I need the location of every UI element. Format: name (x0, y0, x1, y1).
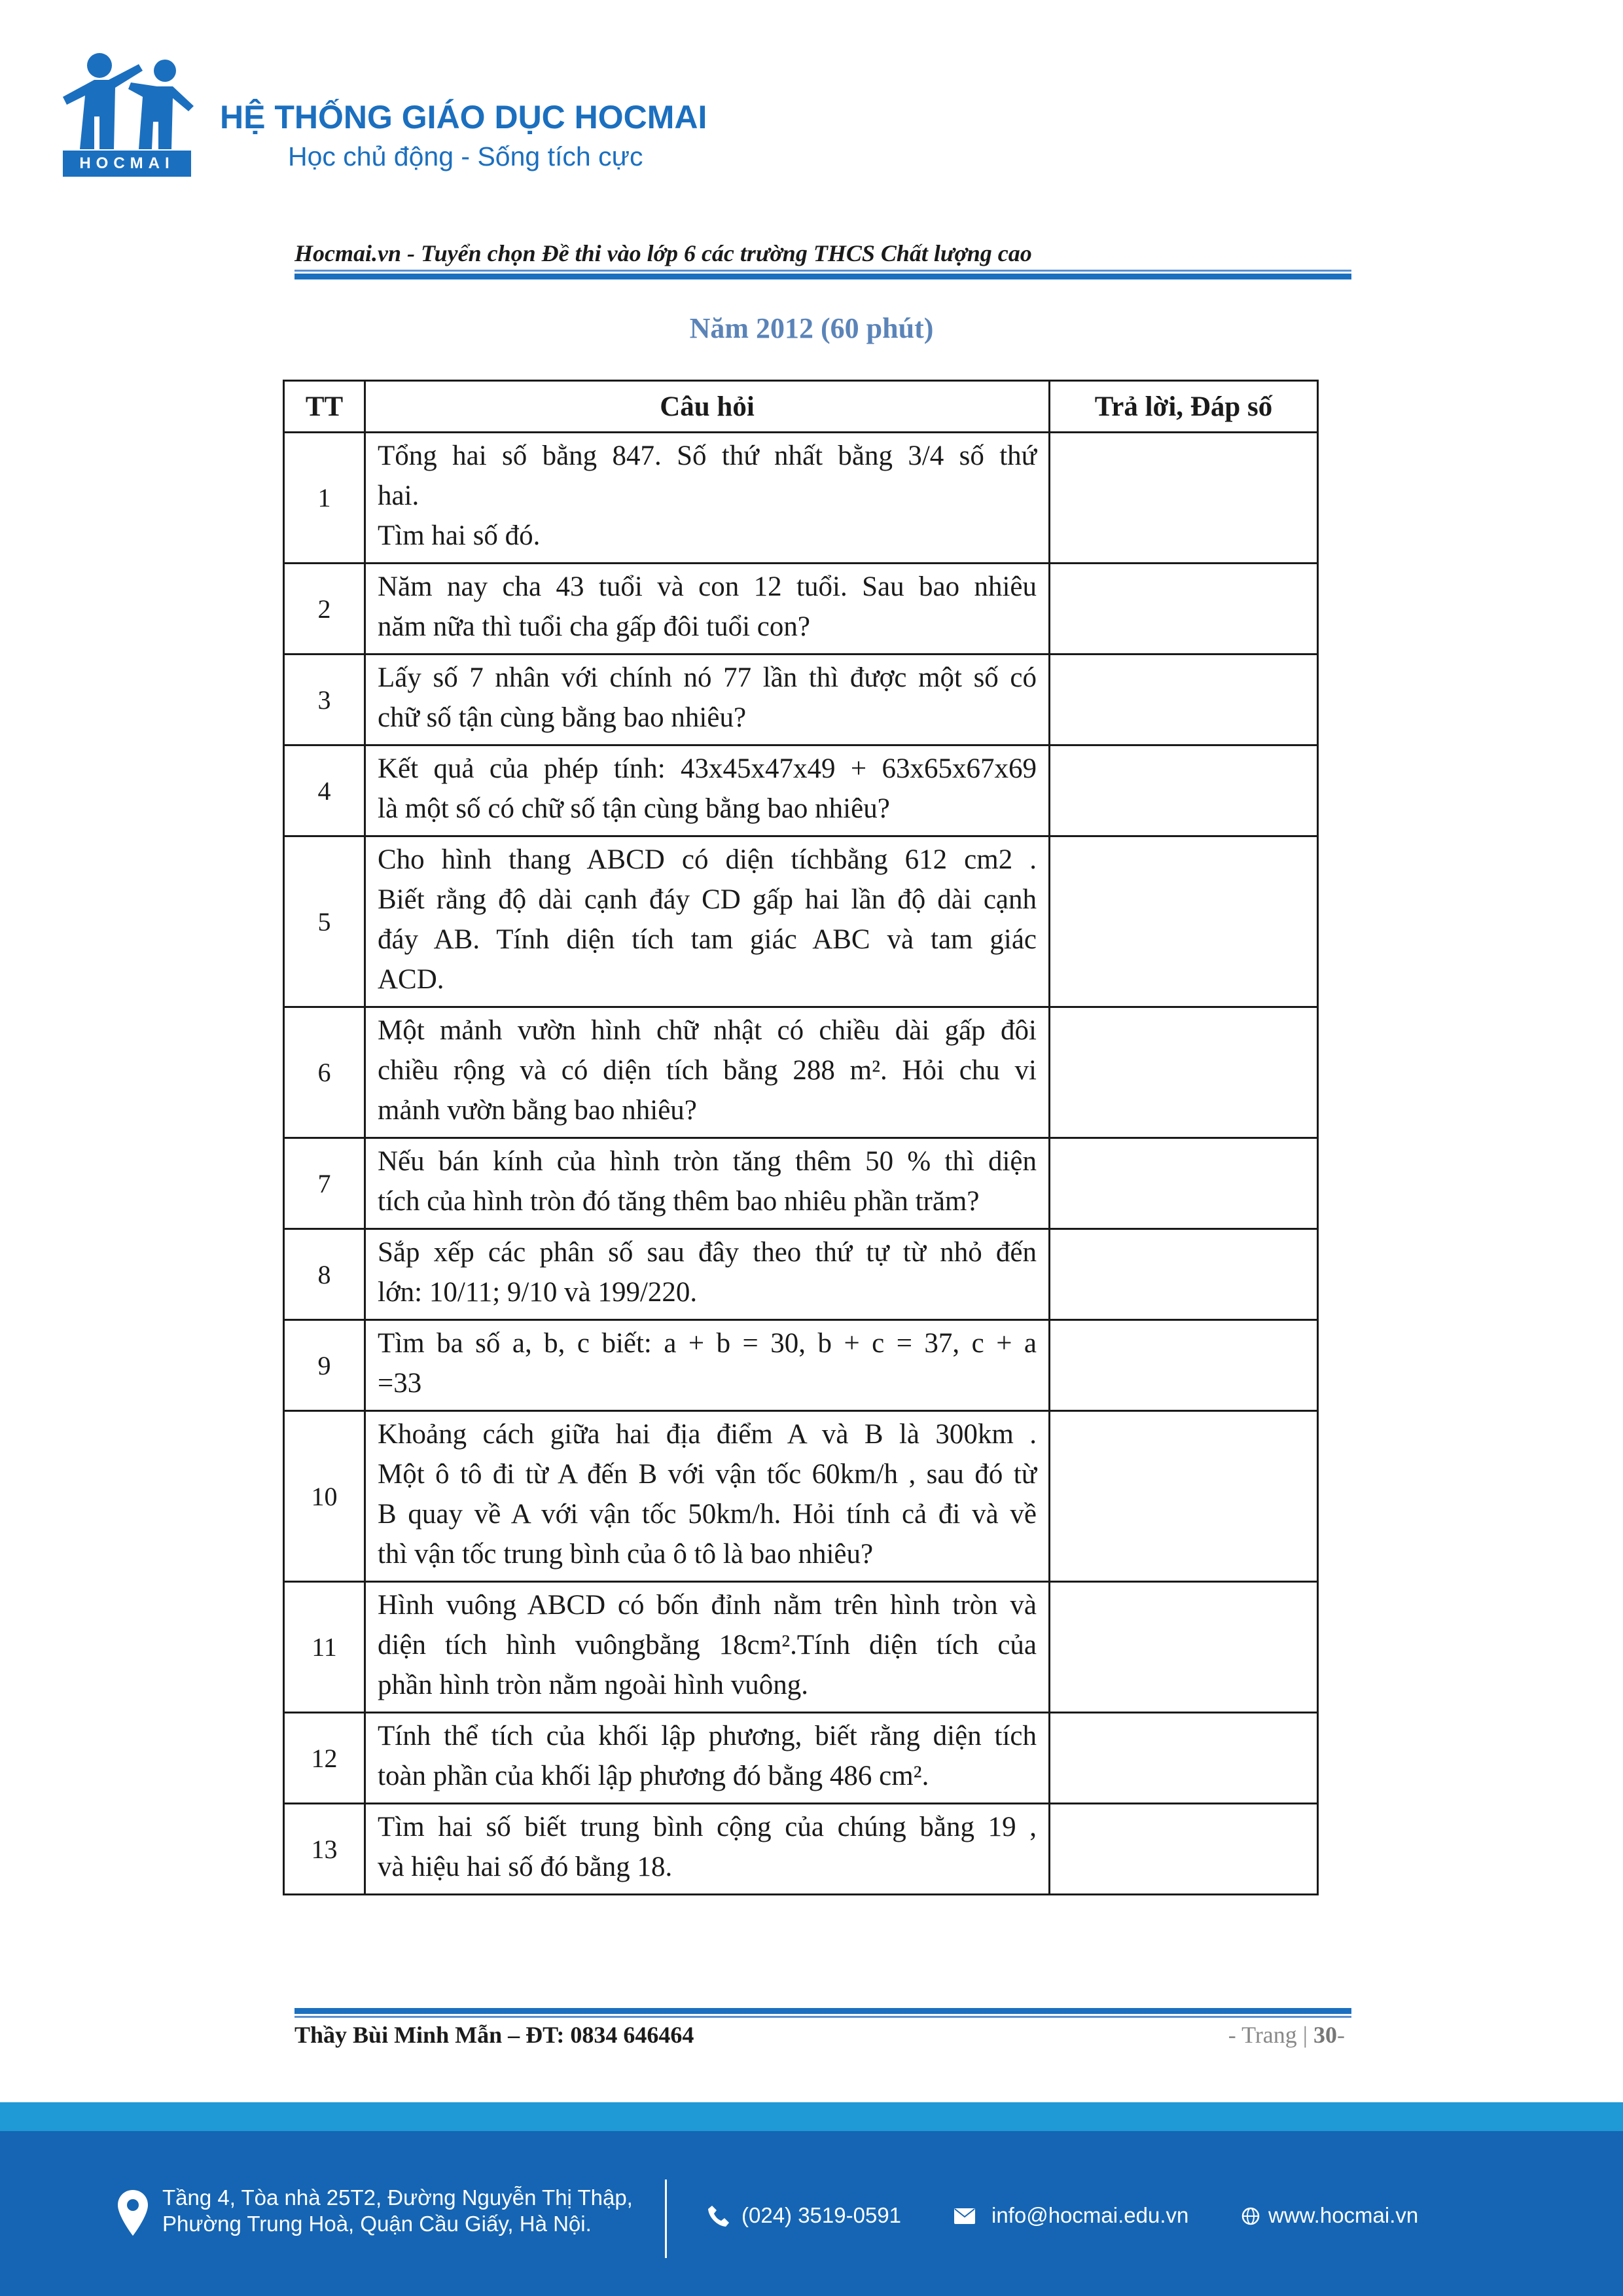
question-line: hai. (378, 480, 419, 511)
answer-cell[interactable] (1050, 1007, 1318, 1138)
answer-cell[interactable] (1050, 433, 1318, 564)
brand-title: HỆ THỐNG GIÁO DỤC HOCMAI (220, 99, 707, 135)
answer-cell[interactable] (1050, 1138, 1318, 1229)
question-line: Nếu bán kính của hình tròn tăng thêm 50 % thì diện (378, 1146, 1037, 1177)
question-text (365, 1229, 1050, 1320)
answer-cell[interactable] (1050, 655, 1318, 745)
question-line: chữ số tận cùng bằng bao nhiêu? (378, 702, 747, 733)
question-text (365, 1007, 1050, 1138)
table-row (284, 1411, 1318, 1582)
table-row (284, 1138, 1318, 1229)
question-number: 3 (284, 655, 365, 745)
table-row (284, 564, 1318, 655)
question-number: 7 (284, 1138, 365, 1229)
question-text (365, 836, 1050, 1007)
table-row (284, 745, 1318, 836)
header-tt: TT (284, 381, 365, 433)
brand-slogan: Học chủ động - Sống tích cực (288, 141, 643, 171)
question-number: 5 (284, 836, 365, 1007)
question-table (283, 380, 1319, 1895)
answer-cell[interactable] (1050, 1229, 1318, 1320)
question-number: 11 (284, 1582, 365, 1713)
logo-wordmark: HOCMAI (63, 151, 191, 177)
table-header-row (284, 381, 1318, 433)
question-text (365, 1582, 1050, 1713)
question-number: 9 (284, 1320, 365, 1411)
question-line: Hình vuông ABCD có bốn đỉnh nằm trên hình tròn và (378, 1590, 1037, 1621)
question-line: ACD. (378, 964, 444, 995)
table-row (284, 655, 1318, 745)
question-line: thì vận tốc trung bình của ô tô là bao nhiêu? (378, 1539, 874, 1570)
question-line: đáy AB. Tính diện tích tam giác ABC và tam giác (378, 924, 1037, 955)
question-text (365, 1804, 1050, 1895)
question-line: B quay về A với vận tốc 50km/h. Hỏi tính cả đi và về (378, 1499, 1037, 1530)
table-row (284, 1804, 1318, 1895)
answer-cell[interactable] (1050, 1320, 1318, 1411)
header-rule-thick (294, 274, 1351, 279)
answer-cell[interactable] (1050, 836, 1318, 1007)
question-line: Tính thể tích của khối lập phương, biết rằng diện tích (378, 1721, 1037, 1751)
question-line: toàn phần của khối lập phương đó bằng 486 cm². (378, 1761, 929, 1791)
header-rule-thin (294, 270, 1351, 272)
answer-cell[interactable] (1050, 745, 1318, 836)
table-row (284, 1320, 1318, 1411)
question-line: tích của hình tròn đó tăng thêm bao nhiêu phần trăm? (378, 1186, 980, 1217)
question-line: Cho hình thang ABCD có diện tíchbằng 612 cm2 . (378, 844, 1037, 875)
question-text (365, 1320, 1050, 1411)
question-text (365, 564, 1050, 655)
question-line: Khoảng cách giữa hai địa điểm A và B là 300km . (378, 1419, 1037, 1450)
question-number: 4 (284, 745, 365, 836)
question-text (365, 1138, 1050, 1229)
location-pin-icon (116, 2189, 149, 2237)
question-line: Tìm hai số biết trung bình cộng của chúng bằng 19 , (378, 1812, 1037, 1842)
address-line-2: Phường Trung Hoà, Quận Cầu Giấy, Hà Nội. (162, 2212, 592, 2236)
question-line: chiều rộng và có diện tích bằng 288 m². Hỏi chu vi (378, 1055, 1037, 1086)
question-line: mảnh vườn bằng bao nhiêu? (378, 1095, 697, 1126)
question-line: Một mảnh vườn hình chữ nhật có chiều dài gấp đôi (378, 1015, 1037, 1046)
page-prefix: - Trang | (1228, 2022, 1313, 2048)
footer-rule-thick (294, 2008, 1351, 2014)
question-text (365, 1713, 1050, 1804)
table-row (284, 1713, 1318, 1804)
question-line: Tìm ba số a, b, c biết: a + b = 30, b + c = 37, c + a (378, 1328, 1037, 1359)
contact-band-top (0, 2102, 1623, 2131)
question-line: Lấy số 7 nhân với chính nó 77 lần thì được một số có (378, 662, 1037, 693)
phone-icon (707, 2204, 730, 2228)
answer-cell[interactable] (1050, 1713, 1318, 1804)
section-title: Năm 2012 (60 phút) (689, 312, 934, 344)
question-number: 10 (284, 1411, 365, 1582)
table-row (284, 1229, 1318, 1320)
question-number: 13 (284, 1804, 365, 1895)
footer-author: Thầy Bùi Minh Mẫn – ĐT: 0834 646464 (294, 2022, 694, 2048)
question-line: Tìm hai số đó. (378, 520, 541, 551)
question-text (365, 655, 1050, 745)
question-number: 1 (284, 433, 365, 564)
question-line: Biết rằng độ dài cạnh đáy CD gấp hai lần độ dài cạnh (378, 884, 1037, 915)
table-row (284, 836, 1318, 1007)
question-line: Kết quả của phép tính: 43x45x47x49 + 63x65x67x69 (378, 753, 1037, 784)
question-line: năm nữa thì tuổi cha gấp đôi tuổi con? (378, 611, 810, 642)
question-number: 2 (284, 564, 365, 655)
question-line: phần hình tròn nằm ngoài hình vuông. (378, 1670, 809, 1700)
question-text (365, 1411, 1050, 1582)
question-line: và hiệu hai số đó bằng 18. (378, 1852, 673, 1882)
question-line: diện tích hình vuôngbằng 18cm².Tính diện tích của (378, 1630, 1037, 1660)
header-question: Câu hỏi (365, 381, 1050, 433)
contact-address (162, 2185, 633, 2237)
question-number: 6 (284, 1007, 365, 1138)
contact-website[interactable]: www.hocmai.vn (1268, 2203, 1419, 2227)
contact-email[interactable]: info@hocmai.edu.vn (991, 2203, 1189, 2227)
question-text (365, 745, 1050, 836)
answer-cell[interactable] (1050, 564, 1318, 655)
question-line: =33 (378, 1368, 422, 1399)
brand-header (60, 51, 846, 182)
page-suffix: - (1337, 2022, 1345, 2048)
address-line-1: Tầng 4, Tòa nhà 25T2, Đường Nguyễn Thị Thập, (162, 2185, 633, 2210)
question-line: Tổng hai số bằng 847. Số thứ nhất bằng 3/4 số thứ (378, 440, 1037, 471)
page-number (1228, 2021, 1345, 2049)
page-number-value: 30 (1313, 2022, 1337, 2048)
footer-rule-thin (294, 2016, 1351, 2018)
question-number: 12 (284, 1713, 365, 1804)
question-line: là một số có chữ số tận cùng bằng bao nhiêu? (378, 793, 890, 824)
globe-icon (1241, 2207, 1260, 2225)
document-header: Hocmai.vn - Tuyển chọn Đề thi vào lớp 6 các trường THCS Chất lượng cao (294, 240, 1032, 266)
header-answer: Trả lời, Đáp số (1050, 381, 1318, 433)
question-line: lớn: 10/11; 9/10 và 199/220. (378, 1277, 698, 1308)
answer-cell[interactable] (1050, 1804, 1318, 1895)
question-text (365, 433, 1050, 564)
question-line: Một ô tô đi từ A đến B với vận tốc 60km/h , sau đó từ (378, 1459, 1037, 1490)
contact-divider (665, 2179, 667, 2258)
question-number: 8 (284, 1229, 365, 1320)
mail-icon (954, 2208, 975, 2224)
table-body (284, 433, 1318, 1895)
table-row (284, 1007, 1318, 1138)
question-line: Năm nay cha 43 tuổi và con 12 tuổi. Sau bao nhiêu (378, 571, 1037, 602)
question-line: Sắp xếp các phân số sau đây theo thứ tự từ nhỏ đến (378, 1237, 1037, 1268)
table-row (284, 433, 1318, 564)
answer-cell[interactable] (1050, 1582, 1318, 1713)
table-row (284, 1582, 1318, 1713)
contact-phone[interactable]: (024) 3519-0591 (741, 2203, 902, 2227)
answer-cell[interactable] (1050, 1411, 1318, 1582)
